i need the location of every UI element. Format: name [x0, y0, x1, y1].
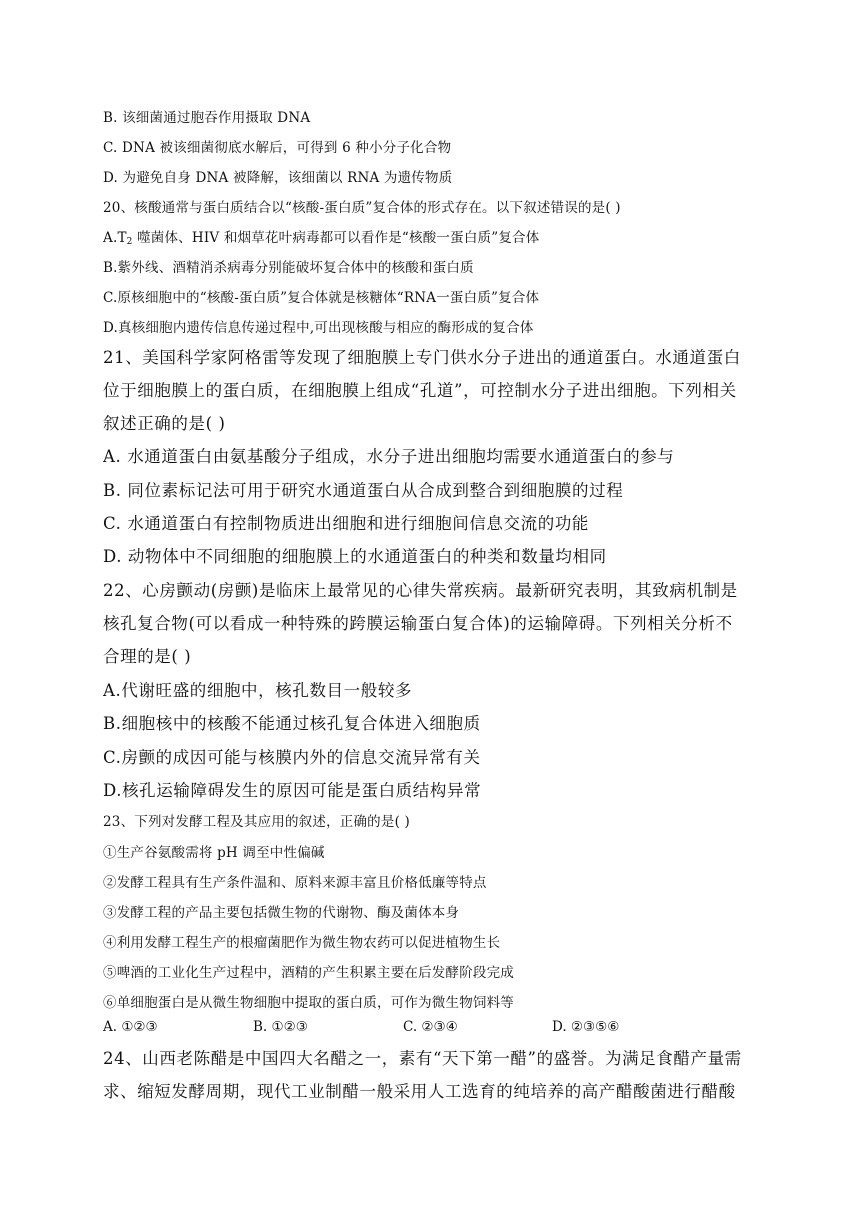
- q24-stem-line-1: 24、山西老陈醋是中国四大名醋之一，素有“天下第一醋”的盛誉。为满足食醋产量需: [103, 1049, 742, 1068]
- q22-option-c: C.房颤的成因可能与核膜内外的信息交流异常有关: [103, 748, 481, 767]
- q21-stem-line-2: 位于细胞膜上的蛋白质，在细胞膜上组成“孔道”，可控制水分子进出细胞。下列相关: [103, 381, 737, 400]
- q22-stem-line-3: 合理的是( ): [103, 647, 192, 666]
- q23-item-2: ②发酵工程具有生产条件温和、原料来源丰富且价格低廉等特点: [103, 875, 487, 891]
- q22-option-b: B.细胞核中的核酸不能通过核孔复合体进入细胞质: [103, 714, 481, 733]
- q23-item-4: ④利用发酵工程生产的根瘤菌肥作为微生物农药可以促进植物生长: [103, 935, 501, 951]
- q20-option-a-prefix: A.T: [103, 230, 127, 246]
- q20-stem: 20、核酸通常与蛋白质结合以“核酸-蛋白质”复合体的形式存在。以下叙述错误的是( ): [103, 200, 621, 216]
- q20-option-a-subscript: 2: [126, 237, 133, 247]
- q20-option-a-text: 噬菌体、HIV 和烟草花叶病毒都可以看作是“核酸一蛋白质”复合体: [132, 230, 540, 246]
- q23-item-6: ⑥单细胞蛋白是从微生物细胞中提取的蛋白质，可作为微生物饲料等: [103, 995, 514, 1011]
- q19-option-d: D. 为避免自身 DNA 被降解，该细菌以 RNA 为遗传物质: [103, 170, 453, 186]
- q23-option-a: A. ①②③: [103, 1019, 158, 1035]
- q23-option-c: C. ②③④: [403, 1019, 458, 1035]
- q23-item-1: ①生产谷氨酸需将 pH 调至中性偏碱: [103, 845, 325, 861]
- q21-stem-line-3: 叙述正确的是( ): [103, 414, 226, 433]
- q22-option-a: A.代谢旺盛的细胞中，核孔数目一般较多: [103, 681, 413, 700]
- q23-stem: 23、下列对发酵工程及其应用的叙述，正确的是( ): [103, 814, 411, 830]
- q21-stem-line-1: 21、美国科学家阿格雷等发现了细胞膜上专门供水分子进出的通道蛋白。水通道蛋白: [103, 348, 741, 367]
- q20-option-a: [103, 226, 539, 247]
- q23-options-row: [103, 1019, 703, 1039]
- q20-option-b: B.紫外线、酒精消杀病毒分别能破坏复合体中的核酸和蛋白质: [103, 260, 474, 276]
- q19-option-c: C. DNA 被该细菌彻底水解后，可得到 6 种小分子化合物: [103, 140, 452, 156]
- q23-item-5: ⑤啤酒的工业化生产过程中，酒精的产生积累主要在后发酵阶段完成: [103, 965, 514, 981]
- q20-option-d: D.真核细胞内遗传信息传递过程中,可出现核酸与相应的酶形成的复合体: [103, 320, 534, 336]
- q22-stem-line-2: 核孔复合物(可以看成一种特殊的跨膜运输蛋白复合体)的运输障碍。下列相关分析不: [103, 614, 733, 633]
- q22-option-d: D.核孔运输障碍发生的原因可能是蛋白质结构异常: [103, 781, 482, 800]
- q24-stem-line-2: 求、缩短发酵周期，现代工业制醋一般采用人工选育的纯培养的高产醋酸菌进行醋酸: [103, 1082, 736, 1101]
- q19-option-b: B. 该细菌通过胞吞作用摄取 DNA: [103, 110, 311, 126]
- q23-option-b: B. ①②③: [253, 1019, 308, 1035]
- q21-option-a: A. 水通道蛋白由氨基酸分子组成，水分子进出细胞均需要水通道蛋白的参与: [103, 447, 675, 466]
- q22-stem-line-1: 22、心房颤动(房颤)是临床上最常见的心律失常疾病。最新研究表明，其致病机制是: [103, 581, 738, 600]
- q21-option-c: C. 水通道蛋白有控制物质进出细胞和进行细胞间信息交流的功能: [103, 514, 590, 533]
- q20-option-c: C.原核细胞中的“核酸-蛋白质”复合体就是核糖体“RNA一蛋白质”复合体: [103, 290, 540, 306]
- q23-option-d: D. ②③⑤⑥: [552, 1019, 620, 1035]
- q23-item-3: ③发酵工程的产品主要包括微生物的代谢物、酶及菌体本身: [103, 905, 460, 921]
- q21-option-d: D. 动物体中不同细胞的细胞膜上的水通道蛋白的种类和数量均相同: [103, 547, 607, 566]
- q21-option-b: B. 同位素标记法可用于研究水通道蛋白从合成到整合到细胞膜的过程: [103, 481, 624, 500]
